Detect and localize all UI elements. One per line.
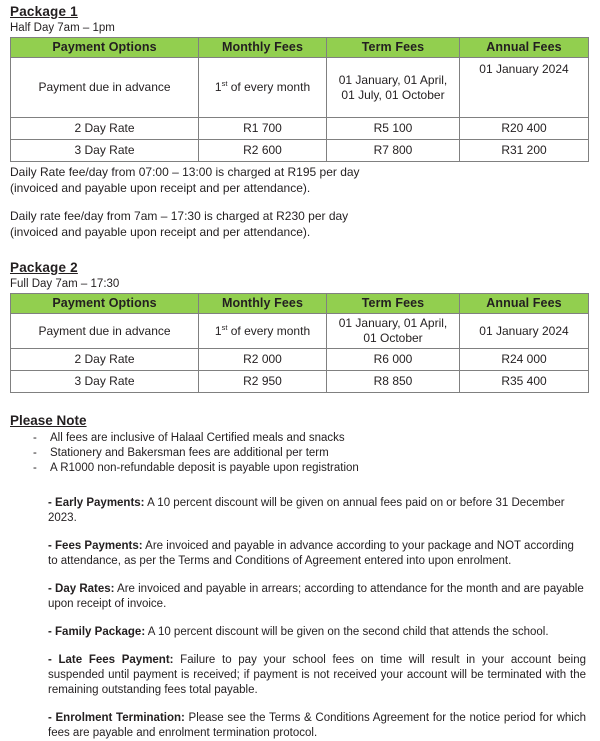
cell-annual-fee: 01 January 2024 <box>460 314 589 349</box>
policy-label: - Family Package: <box>48 626 146 638</box>
cell-term-fee: R6 000 <box>327 349 460 371</box>
daily-rate-note-line-2: (invoiced and payable upon receipt and per attendance). <box>10 224 311 239</box>
list-item <box>33 461 600 476</box>
cell-term-fee: R7 800 <box>327 140 460 162</box>
package-1-subheading: Half Day 7am – 1pm <box>10 22 115 34</box>
policy-label: - Enrolment Termination: <box>48 712 185 724</box>
cell-monthly-fee: R1 700 <box>199 118 327 140</box>
table-row <box>11 118 589 140</box>
policy-body: Please see the Terms & Conditions Agreement for the notice period for which fees are payable and enrolment termination protocol. <box>48 712 586 739</box>
policy-body: Are invoiced and payable in arrears; according to attendance for the month and are payable upon receipt of invoice. <box>48 583 584 610</box>
term-dates-line-2: 01 July, 01 October <box>341 87 445 102</box>
cell-annual-fee: R31 200 <box>460 140 589 162</box>
daily-rate-note-line-2: (invoiced and payable upon receipt and per attendance). <box>10 180 311 195</box>
cell-monthly-fee <box>199 314 327 349</box>
policy-fees-payments <box>48 539 586 569</box>
column-header-monthly-fees: Monthly Fees <box>199 38 327 58</box>
cell-annual-fee: R20 400 <box>460 118 589 140</box>
package-1-fees-table <box>10 37 589 162</box>
list-item-label: All fees are inclusive of Halaal Certified meals and snacks <box>50 432 345 444</box>
term-dates-line-1: 01 January, 01 April, <box>338 72 448 87</box>
please-note-bullet-list <box>0 431 600 476</box>
package-2-heading: Package 2 <box>10 260 78 275</box>
policy-body: A 10 percent discount will be given on the second child that attends the school. <box>145 626 549 638</box>
list-item-label: A R1000 non-refundable deposit is payable upon registration <box>50 462 359 474</box>
package-1-heading: Package 1 <box>10 4 78 19</box>
monthly-day-number: 1 <box>214 80 222 94</box>
column-header-payment-options: Payment Options <box>11 294 199 314</box>
dash-bullet: - <box>33 462 37 474</box>
policy-body: Failure to pay your school fees on time will result in your account being suspended until payment is received; if payment is not received your account will be terminated with the remaining outstanding fees total payable. <box>48 654 586 696</box>
policy-early-payments <box>48 496 586 526</box>
daily-rate-note-line-1: Daily Rate fee/day from 07:00 – 13:00 is charged at R195 per day <box>10 165 360 179</box>
cell-monthly-fee: R2 950 <box>199 371 327 393</box>
policy-family-package <box>48 625 586 640</box>
cell-monthly-fee: R2 000 <box>199 349 327 371</box>
policy-day-rates <box>48 582 586 612</box>
policy-label: - Fees Payments: <box>48 540 143 552</box>
column-header-payment-options: Payment Options <box>11 38 199 58</box>
cell-term-fee <box>327 58 460 118</box>
ordinal-suffix: st <box>221 322 228 332</box>
daily-rate-note-line-1: Daily rate fee/day from 7am – 17:30 is charged at R230 per day <box>10 209 349 223</box>
table-header-row <box>11 38 589 58</box>
dash-bullet: - <box>33 432 37 444</box>
please-note-heading: Please Note <box>10 413 87 428</box>
policy-body: A 10 percent discount will be given on annual fees paid on or before 31 December 2023. <box>48 497 565 524</box>
cell-term-fee <box>327 314 460 349</box>
monthly-day-number: 1 <box>214 323 222 338</box>
cell-term-fee: R5 100 <box>327 118 460 140</box>
daily-rate-note-full-day <box>10 209 510 240</box>
cell-monthly-fee: R2 600 <box>199 140 327 162</box>
term-dates-line-2: 01 October <box>363 331 423 345</box>
column-header-annual-fees: Annual Fees <box>460 294 589 314</box>
table-row <box>11 314 589 349</box>
cell-annual-fee: R24 000 <box>460 349 589 371</box>
column-header-monthly-fees: Monthly Fees <box>199 294 327 314</box>
policy-label: - Early Payments: <box>48 497 145 509</box>
dash-bullet: - <box>33 447 37 459</box>
column-header-term-fees: Term Fees <box>327 38 460 58</box>
table-header-row <box>11 294 589 314</box>
policy-label: - Day Rates: <box>48 583 115 595</box>
monthly-fee-text: of every month <box>227 80 311 94</box>
cell-annual-fee: 01 January 2024 <box>460 58 589 118</box>
policy-enrolment-termination <box>48 711 586 741</box>
list-item <box>33 431 600 446</box>
table-row <box>11 140 589 162</box>
list-item-label: Stationery and Bakersman fees are additional per term <box>50 447 329 459</box>
policy-body: Are invoiced and payable in advance according to your package and NOT according to attendance, as per the Terms and Conditions of Agreement entered into upon enrolment. <box>48 540 574 567</box>
daily-rate-note-half-day <box>10 165 510 196</box>
table-row <box>11 371 589 393</box>
table-row <box>11 349 589 371</box>
package-2-subheading: Full Day 7am – 17:30 <box>10 278 120 290</box>
policy-late-fees-payment <box>48 653 586 698</box>
column-header-term-fees: Term Fees <box>327 294 460 314</box>
cell-payment-option: 3 Day Rate <box>11 371 199 393</box>
package-2-fees-table <box>10 293 589 393</box>
list-item <box>33 446 600 461</box>
cell-payment-option: Payment due in advance <box>11 314 199 349</box>
cell-payment-option: 3 Day Rate <box>11 140 199 162</box>
table-row <box>11 58 589 118</box>
monthly-fee-text: of every month <box>227 323 311 338</box>
term-dates-line-1: 01 January, 01 April, <box>338 316 448 330</box>
cell-annual-fee: R35 400 <box>460 371 589 393</box>
cell-payment-option: Payment due in advance <box>11 58 199 118</box>
cell-payment-option: 2 Day Rate <box>11 349 199 371</box>
cell-monthly-fee <box>199 58 327 118</box>
cell-term-fee: R8 850 <box>327 371 460 393</box>
policy-label: - Late Fees Payment: <box>48 654 174 666</box>
column-header-annual-fees: Annual Fees <box>460 38 589 58</box>
ordinal-suffix: st <box>221 79 228 88</box>
cell-payment-option: 2 Day Rate <box>11 118 199 140</box>
